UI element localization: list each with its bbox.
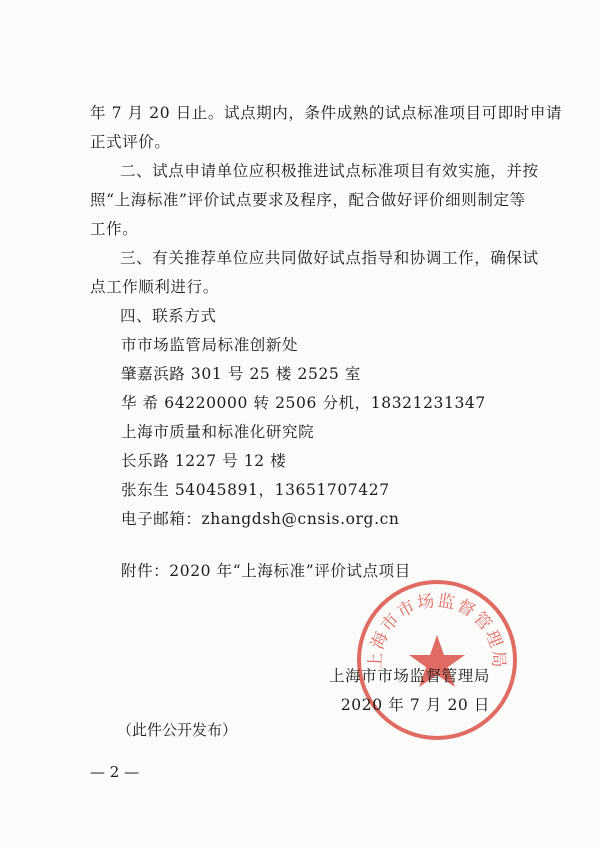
issuer-name: 上海市市场监督管理局 <box>328 667 490 685</box>
svg-text:上海市市场监督管理局: 上海市市场监督管理局 <box>365 590 509 670</box>
contact-email: 电子邮箱：zhangdsh@cnsis.org.cn <box>121 510 400 528</box>
contact-address-2: 长乐路 1227 号 12 楼 <box>121 452 287 470</box>
attachment-note: 附件：2020 年“上海标准”评价试点项目 <box>121 562 411 580</box>
publish-note: （此件公开发布） <box>117 721 238 739</box>
official-seal-icon <box>352 575 522 745</box>
contact-person-2: 张东生 54045891，13651707427 <box>121 481 390 499</box>
paragraph-3-line-1: 三、有关推荐单位应共同做好试点指导和协调工作，确保试 <box>120 249 539 267</box>
contact-person-1: 华 希 64220000 转 2506 分机，18321231347 <box>121 394 486 412</box>
paragraph-1-line-1: 年 7 月 20 日止。试点期内，条件成熟的试点标准项目可即时申请 <box>90 104 563 122</box>
contact-address-1: 肇嘉浜路 301 号 25 楼 2525 室 <box>121 365 362 383</box>
paragraph-1-line-2: 正式评价。 <box>90 133 171 151</box>
paragraph-3-line-2: 点工作顺利进行。 <box>90 278 219 296</box>
paragraph-2-line-1: 二、试点申请单位应积极推进试点标准项目有效实施，并按 <box>120 162 539 180</box>
contact-org-2: 上海市质量和标准化研究院 <box>121 423 315 441</box>
section-heading-contact: 四、联系方式 <box>120 307 217 325</box>
issue-date: 2020 年 7 月 20 日 <box>340 696 490 714</box>
page-number: — 2 — <box>90 763 140 781</box>
paragraph-2-line-2: 照“上海标准”评价试点要求及程序，配合做好评价细则制定等 <box>90 191 526 209</box>
contact-org-1: 市市场监管局标准创新处 <box>121 336 299 354</box>
paragraph-2-line-3: 工作。 <box>90 220 139 238</box>
